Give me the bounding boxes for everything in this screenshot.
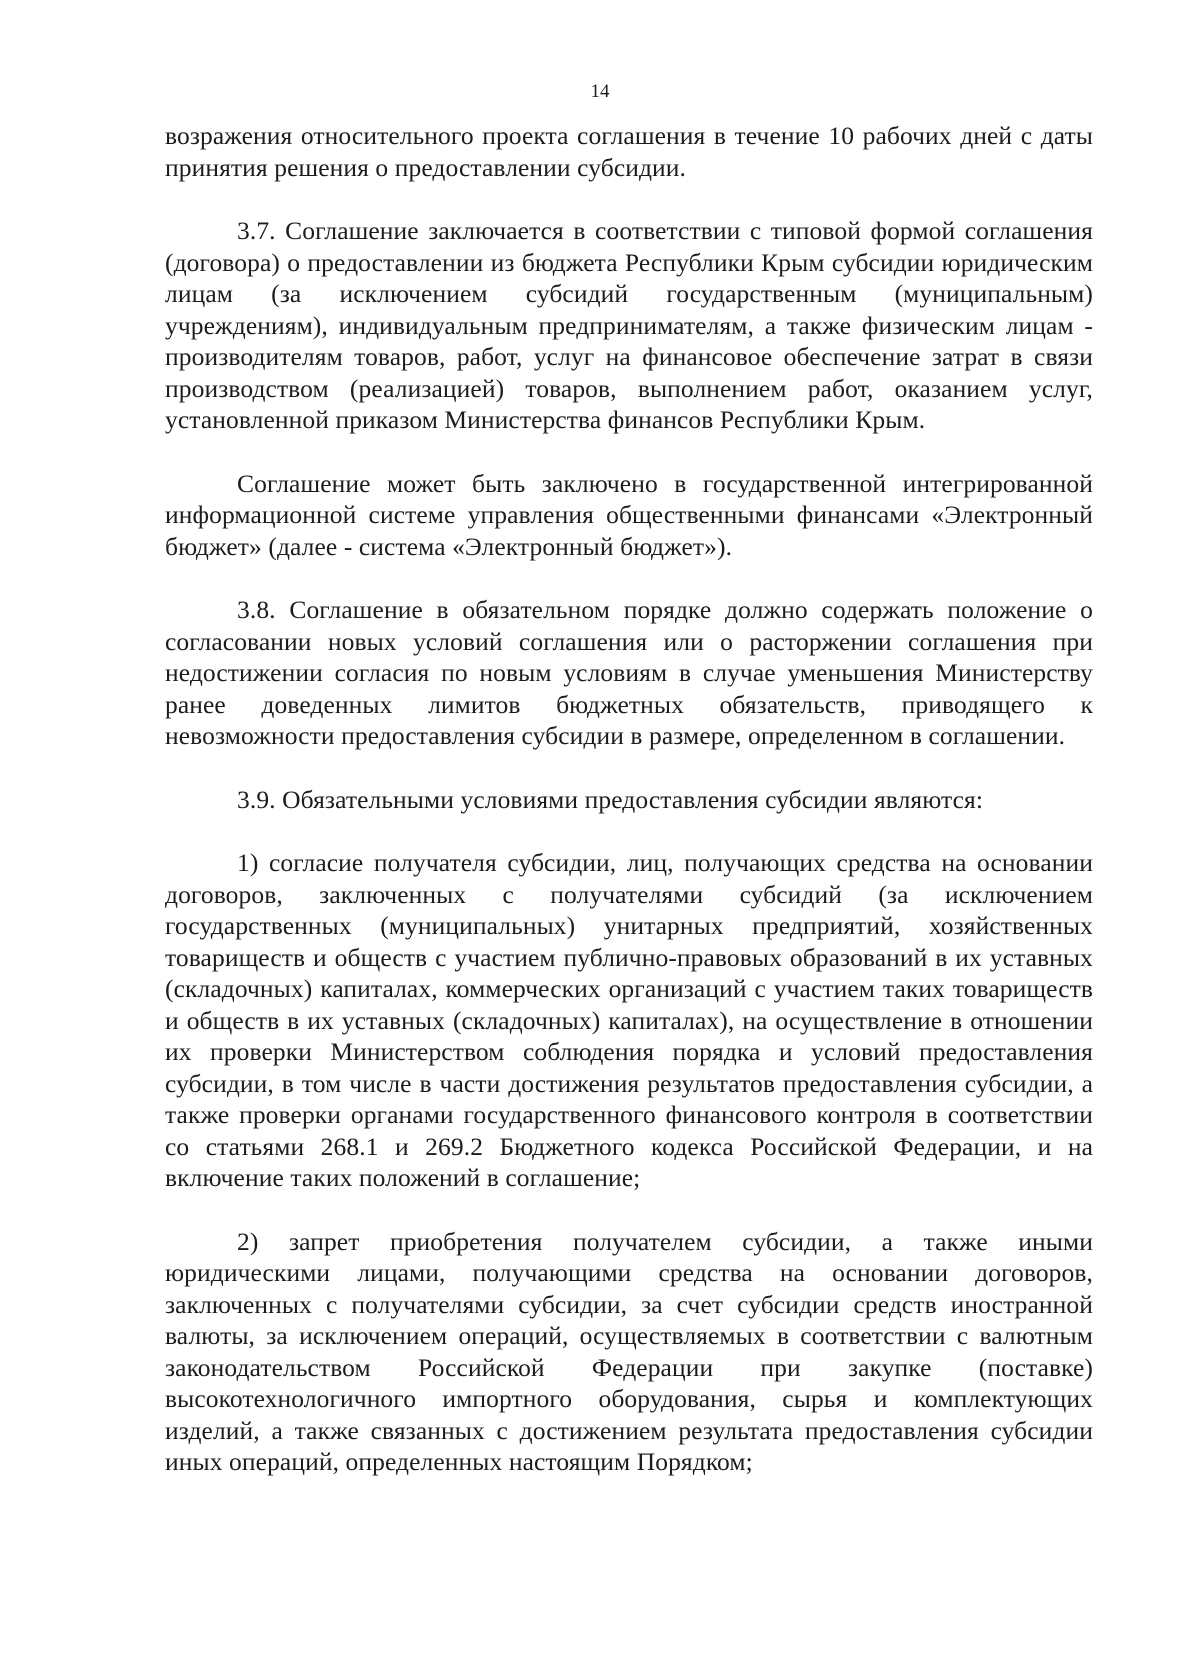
document-body bbox=[165, 120, 1093, 1478]
list-item-2: 2) запрет приобретения получателем субсидии, а также иными юридическими лицами, получающими средства на основании договоров, заключенных с получателями субсидии, за счет субсидии средств иностранной валюты, за исключением операций, осуществляемых в соответствии с валютным законодательством Российской Федерации при закупке (поставке) высокотехнологичного импортного оборудования, сырья и комплектующих изделий, а также связанных с достижением результата предоставления субсидии иных операций, определенных настоящим Порядком; bbox=[165, 1226, 1093, 1476]
page-number: 14 bbox=[590, 81, 610, 102]
paragraph-electronic-budget: Соглашение может быть заключено в государственной интегрированной информационной системе управления общественными финансами «Электронный бюджет» (далее - система «Электронный бюджет»). bbox=[165, 468, 1093, 561]
paragraph-3-8: 3.8. Соглашение в обязательном порядке должно содержать положение о согласовании новых условий соглашения или о расторжении соглашения при недостижении согласия по новым условиям в случае уменьшения Министерству ранее доведенных лимитов бюджетных обязательств, приводящего к невозможности предоставления субсидии в размере, определенном в соглашении. bbox=[165, 595, 1093, 750]
list-item-1: 1) согласие получателя субсидии, лиц, получающих средства на основании договоров, заключенных с получателями субсидий (за исключением государственных (муниципальных) унитарных предприятий, хозяйственных товариществ и обществ с участием публично-правовых образований в их уставных (складочных) капиталах, коммерческих организаций с участием таких товариществ и обществ в их уставных (складочных) капиталах), на осуществление в отношении их проверки Министерством соблюдения порядка и условий предоставления субсидии, в том числе в части достижения результатов предоставления субсидии, а также проверки органами государственного финансового контроля в соответствии со статьями 268.1 и 269.2 Бюджетного кодекса Российской Федерации, и на включение таких положений в соглашение; bbox=[165, 848, 1093, 1192]
paragraph-3-9: 3.9. Обязательными условиями предоставления субсидии являются: bbox=[237, 784, 984, 814]
paragraph-continuation: возражения относительного проекта соглашения в течение 10 рабочих дней с даты принятия решения о предоставлении субсидии. bbox=[165, 121, 1093, 182]
paragraph-3-7: 3.7. Соглашение заключается в соответствии с типовой формой соглашения (договора) о предоставлении из бюджета Республики Крым субсидии юридическим лицам (за исключением субсидий государственным (муниципальным) учреждениям), индивидуальным предпринимателям, а также физическим лицам - производителям товаров, работ, услуг на финансовое обеспечение затрат в связи производством (реализацией) товаров, выполнением работ, оказанием услуг, установленной приказом Министерства финансов Республики Крым. bbox=[165, 216, 1093, 434]
